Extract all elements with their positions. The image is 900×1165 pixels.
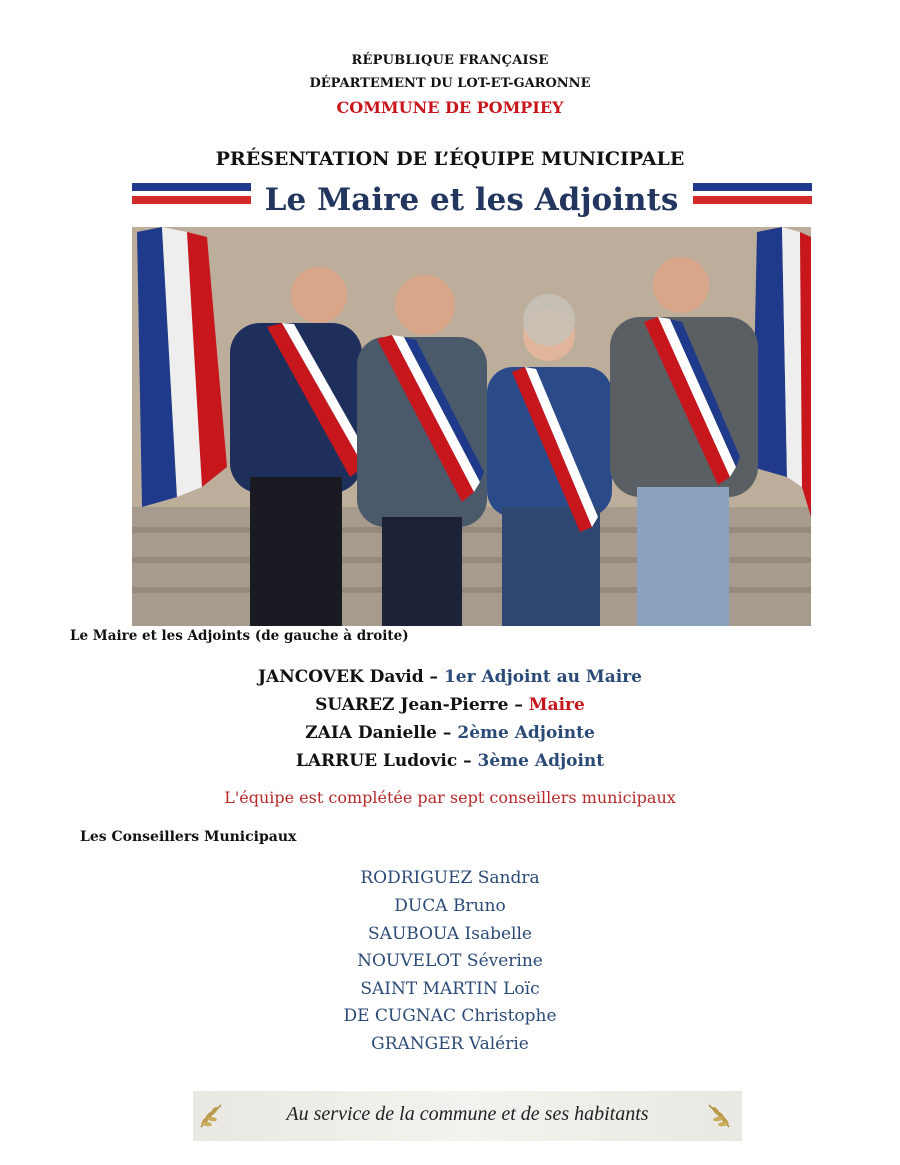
header-departement: DÉPARTEMENT DU LOT-ET-GARONNE [309,76,591,91]
councillor-name: SAUBOUA Isabelle [368,924,532,944]
member-role: 3ème Adjoint [477,751,605,771]
role-line [0,695,900,715]
team-photo [132,227,811,626]
councillor-name: SAINT MARTIN Loïc [360,979,540,999]
role-separator: – [508,695,529,715]
councillor-name: GRANGER Valérie [371,1034,529,1054]
banner-title: Le Maire et les Adjoints [264,182,679,218]
councillor-name: NOUVELOT Séverine [357,951,543,971]
role-line [0,667,900,687]
laurel-icon [703,1099,735,1131]
tricolor-stripes-left [132,183,251,217]
role-line [0,723,900,743]
role-separator: – [437,723,458,743]
councillor-name: RODRIGUEZ Sandra [360,868,540,888]
councillors-heading: Les Conseillers Municipaux [80,829,297,845]
completion-note: L'équipe est complétée par sept conseillers municipaux [224,788,676,807]
member-name: LARRUE Ludovic [295,751,458,771]
member-name: JANCOVEK David [257,667,424,687]
member-role: Maire [528,695,585,715]
member-role: 1er Adjoint au Maire [443,667,643,687]
member-name: SUAREZ Jean-Pierre [315,695,509,715]
tricolor-stripes-right [693,183,812,217]
role-line [0,751,900,771]
header-republique: RÉPUBLIQUE FRANÇAISE [351,53,549,68]
footer-slogan-banner [193,1091,742,1141]
photo-caption: Le Maire et les Adjoints (de gauche à droite) [70,628,409,644]
councillor-name: DE CUGNAC Christophe [343,1006,557,1026]
member-name: ZAIA Danielle [305,723,438,743]
footer-slogan: Au service de la commune et de ses habitants [286,1103,649,1125]
councillor-name: DUCA Bruno [394,896,506,916]
role-separator: – [457,751,478,771]
member-role: 2ème Adjointe [457,723,595,743]
page-title: PRÉSENTATION DE L’ÉQUIPE MUNICIPALE [215,148,685,170]
role-separator: – [423,667,444,687]
header-commune: COMMUNE DE POMPIEY [336,98,564,117]
